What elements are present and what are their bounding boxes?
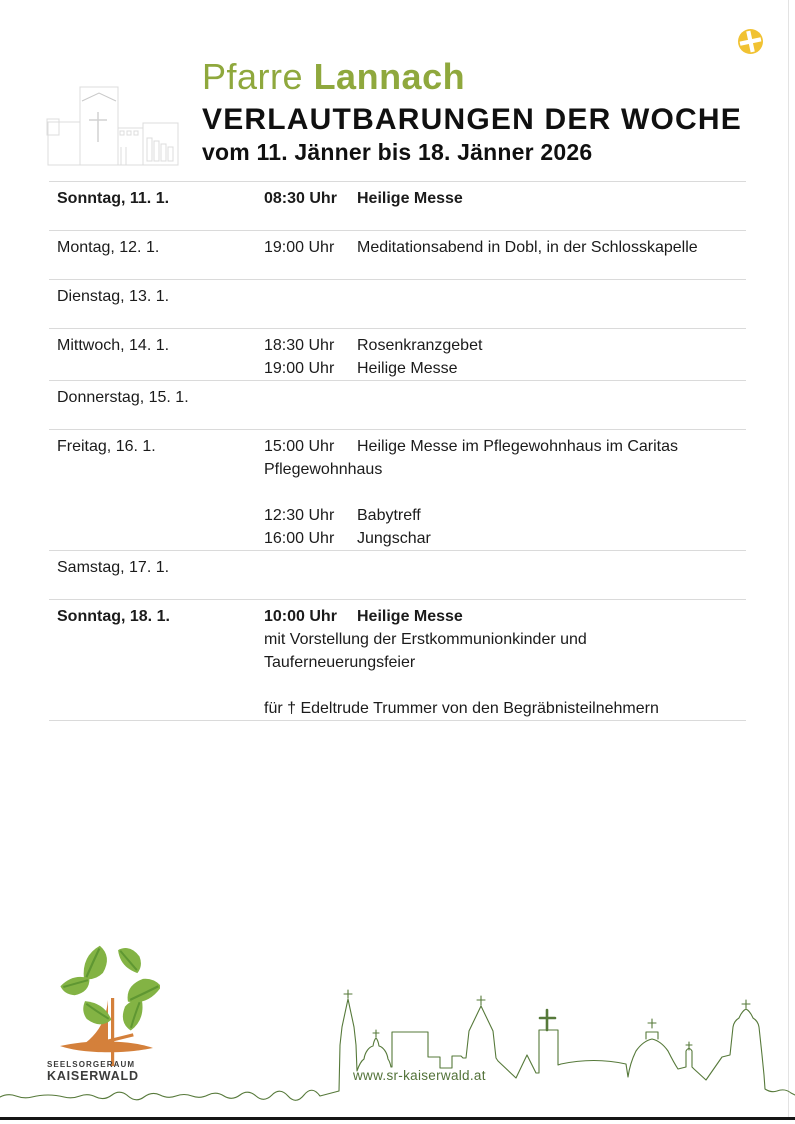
event-text: für † Edeltrude Trummer von den Begräbnisteilnehmern (264, 700, 659, 717)
event-line (264, 334, 746, 357)
event-line (264, 357, 746, 380)
day-label: Dienstag, 13. 1. (57, 288, 170, 305)
day-label: Freitag, 16. 1. (57, 438, 156, 455)
row-events (264, 236, 746, 279)
page-edge-bottom (0, 1117, 795, 1120)
diocese-cross-icon (737, 28, 764, 55)
schedule-row (49, 429, 746, 550)
event-time: 16:00 Uhr (264, 530, 335, 547)
schedule-row (49, 279, 746, 328)
row-events (264, 187, 746, 230)
event-spacer (264, 481, 746, 504)
day-label: Mittwoch, 14. 1. (57, 337, 170, 354)
event-text: Heilige Messe (357, 190, 463, 207)
day-label: Sonntag, 18. 1. (57, 608, 170, 625)
event-time: 08:30 Uhr (264, 190, 337, 207)
event-line (264, 236, 746, 259)
org-name-line2: KAISERWALD (47, 1069, 139, 1083)
org-name-line1: SEELSORGERAUM (47, 1060, 136, 1069)
schedule-row (49, 328, 746, 380)
schedule-row (49, 380, 746, 429)
row-events (264, 605, 746, 720)
page-title: VERLAUTBARUNGEN DER WOCHE (202, 103, 742, 136)
day-label: Samstag, 17. 1. (57, 559, 170, 576)
parish-prefix: Pfarre (202, 56, 304, 97)
event-text: Heilige Messe (357, 360, 458, 377)
row-events (264, 386, 746, 429)
header-block (202, 57, 742, 166)
event-time: 18:30 Uhr (264, 337, 335, 354)
schedule-row (49, 230, 746, 279)
event-line (264, 628, 746, 651)
event-text: Jungschar (357, 530, 431, 547)
parish-name: Lannach (313, 56, 466, 97)
event-spacer (264, 674, 746, 697)
event-line (264, 458, 746, 481)
event-text: Pflegewohnhaus (264, 461, 383, 478)
event-time: 12:30 Uhr (264, 507, 335, 524)
event-line (264, 504, 746, 527)
event-time: 19:00 Uhr (264, 360, 335, 377)
day-label: Donnerstag, 15. 1. (57, 389, 189, 406)
row-events (264, 334, 746, 380)
event-line (264, 651, 746, 674)
schedule-row (49, 181, 746, 230)
event-line (264, 527, 746, 550)
parish-title (202, 57, 742, 97)
day-label: Montag, 12. 1. (57, 239, 160, 256)
event-text: mit Vorstellung der Erstkommunionkinder und (264, 631, 587, 648)
schedule-table (49, 181, 746, 721)
event-text: Rosenkranzgebet (357, 337, 483, 354)
page-edge-right (788, 0, 789, 1117)
page-subtitle: vom 11. Jänner bis 18. Jänner 2026 (202, 139, 593, 165)
event-time: 10:00 Uhr (264, 608, 337, 625)
event-line (264, 435, 746, 458)
schedule-row (49, 599, 746, 720)
event-line (264, 697, 746, 720)
event-text: Babytreff (357, 507, 421, 524)
event-line (264, 605, 746, 628)
event-time: 15:00 Uhr (264, 438, 335, 455)
church-outline-icon (46, 86, 181, 173)
website-url: www.sr-kaiserwald.at (353, 1068, 486, 1083)
event-text: Heilige Messe im Pflegewohnhaus im Caritas (357, 438, 679, 455)
event-time: 19:00 Uhr (264, 239, 335, 256)
row-events (264, 285, 746, 328)
row-events (264, 556, 746, 599)
church-skyline-icon (0, 985, 795, 1115)
event-text: Heilige Messe (357, 608, 463, 625)
event-line (264, 187, 746, 210)
event-text: Tauferneuerungsfeier (264, 654, 416, 671)
day-label: Sonntag, 11. 1. (57, 190, 170, 207)
row-events (264, 435, 746, 550)
event-text: Meditationsabend in Dobl, in der Schlosskapelle (357, 239, 698, 256)
schedule-row (49, 550, 746, 599)
